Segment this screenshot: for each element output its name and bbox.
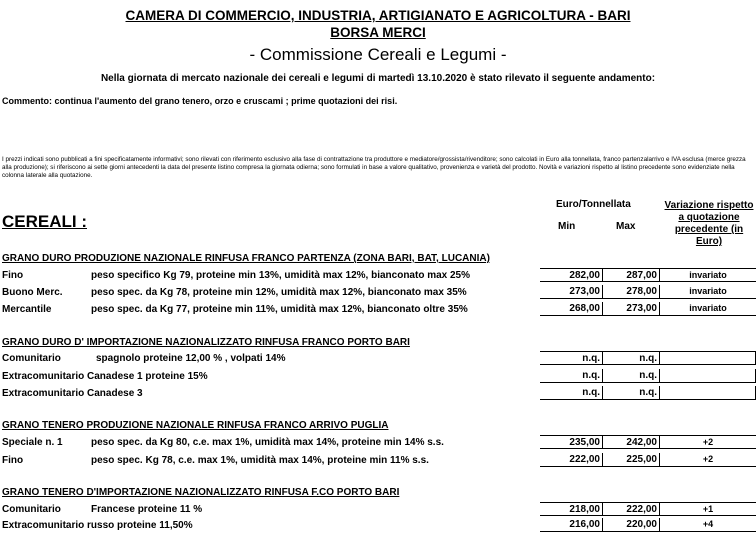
price-min: 268,00: [540, 302, 603, 316]
price-max: 225,00: [603, 453, 660, 467]
price-min: 216,00: [540, 518, 603, 532]
price-max: 220,00: [603, 518, 660, 532]
row-description: spagnolo proteine 12,00 % , volpati 14%: [96, 353, 286, 364]
price-min: n.q.: [540, 386, 603, 400]
price-variation: +4: [660, 518, 756, 532]
row-label: Extracomunitario russo proteine 11,50%: [2, 520, 193, 531]
chamber-title: CAMERA DI COMMERCIO, INDUSTRIA, ARTIGIANATO E AGRICOLTURA - BARI: [125, 8, 631, 23]
unit-header: Euro/Tonnellata: [556, 199, 631, 210]
price-variation: invariato: [660, 285, 756, 299]
commission-title: - Commissione Cereali e Legumi -: [249, 45, 507, 64]
price-min: 282,00: [540, 268, 603, 282]
price-variation: +1: [660, 502, 756, 516]
row-label: Mercantile: [2, 304, 52, 315]
row-description: peso spec. da Kg 77, proteine min 11%, umidità max 12%, bianconato oltre 35%: [91, 304, 468, 315]
row-label: Speciale n. 1: [2, 437, 63, 448]
price-variation: [660, 386, 756, 400]
row-description: peso spec. da Kg 80, c.e. max 1%, umidità max 14%, proteine min 14% s.s.: [91, 437, 444, 448]
price-max: n.q.: [603, 386, 660, 400]
section-title-durum-national: GRANO DURO PRODUZIONE NAZIONALE RINFUSA FRANCO PARTENZA (ZONA BARI, BAT, LUCANIA): [2, 253, 490, 264]
row-label: Fino: [2, 270, 24, 281]
price-max: n.q.: [603, 351, 660, 365]
row-label: Comunitario: [2, 353, 61, 364]
price-max: 287,00: [603, 268, 660, 282]
row-description: peso spec. da Kg 78, proteine min 12%, umidità max 12%, bianconato max 35%: [91, 287, 467, 298]
price-max: 242,00: [603, 435, 660, 449]
price-variation: [660, 351, 756, 365]
section-title-soft-national: GRANO TENERO PRODUZIONE NAZIONALE RINFUSA FRANCO ARRIVO PUGLIA: [2, 420, 389, 431]
price-variation: [660, 369, 756, 383]
section-title-soft-import: GRANO TENERO D'IMPORTAZIONE NAZIONALIZZATO RINFUSA F.CO PORTO BARI: [2, 487, 400, 498]
price-min: 222,00: [540, 453, 603, 467]
price-min: n.q.: [540, 351, 603, 365]
cereali-heading: CEREALI :: [2, 212, 87, 231]
variation-header: Variazione rispetto a quotazione precedente (in Euro): [664, 200, 754, 247]
price-variation: +2: [660, 453, 756, 467]
row-description: peso specifico Kg 79, proteine min 13%, umidità max 12%, bianconato max 25%: [91, 270, 471, 281]
row-label: Buono Merc.: [2, 287, 63, 298]
section-title-durum-import: GRANO DURO D' IMPORTAZIONE NAZIONALIZZATO RINFUSA FRANCO PORTO BARI: [2, 337, 410, 348]
price-min: 273,00: [540, 285, 603, 299]
price-min: 218,00: [540, 502, 603, 516]
comment-text: Commento: continua l'aumento del grano tenero, orzo e cruscami ; prime quotazioni dei risi.: [2, 96, 398, 106]
price-max: 278,00: [603, 285, 660, 299]
price-max: 222,00: [603, 502, 660, 516]
price-min: 235,00: [540, 435, 603, 449]
min-header: Min: [558, 221, 576, 232]
row-label: Comunitario: [2, 504, 61, 515]
price-variation: +2: [660, 435, 756, 449]
max-header: Max: [616, 221, 636, 232]
disclaimer-note: I prezzi indicati sono pubblicati a fini specificatamente informativi; sono rilevati con riferimento esclusivo alla fase di contrattazione tra produttore e mediatore/grossista/rivenditore; sono calcolati in Euro alla tonnellata, franco partenzalarrivo e IVA esclusa (merce grezza alla produzione); si riferiscono ai sette giorni antecedenti la data del presente listino compresa la giornata odierna; sono formulati in base a valore qualitativo, provenienza e varietà del prodotto. Novità e variazioni rispetto al listino precedente sono evidenziate nella colonna laterale alla quotazione.: [2, 156, 746, 180]
row-description: peso spec. Kg 78, c.e. max 1%, umidità max 14%, proteine min 11% s.s.: [91, 455, 429, 466]
price-max: n.q.: [603, 369, 660, 383]
row-label: Extracomunitario Canadese 3: [2, 388, 143, 399]
row-label: Extracomunitario Canadese 1 proteine 15%: [2, 371, 208, 382]
price-variation: invariato: [660, 302, 756, 316]
intro-text: Nella giornata di mercato nazionale dei cereali e legumi di martedì 13.10.2020 è stato rilevato il seguente andamento:: [100, 73, 656, 84]
borsa-merci-title: BORSA MERCI: [330, 25, 426, 40]
price-min: n.q.: [540, 369, 603, 383]
price-max: 273,00: [603, 302, 660, 316]
row-description: Francese proteine 11 %: [91, 504, 203, 515]
row-label: Fino: [2, 455, 24, 466]
price-variation: invariato: [660, 268, 756, 282]
